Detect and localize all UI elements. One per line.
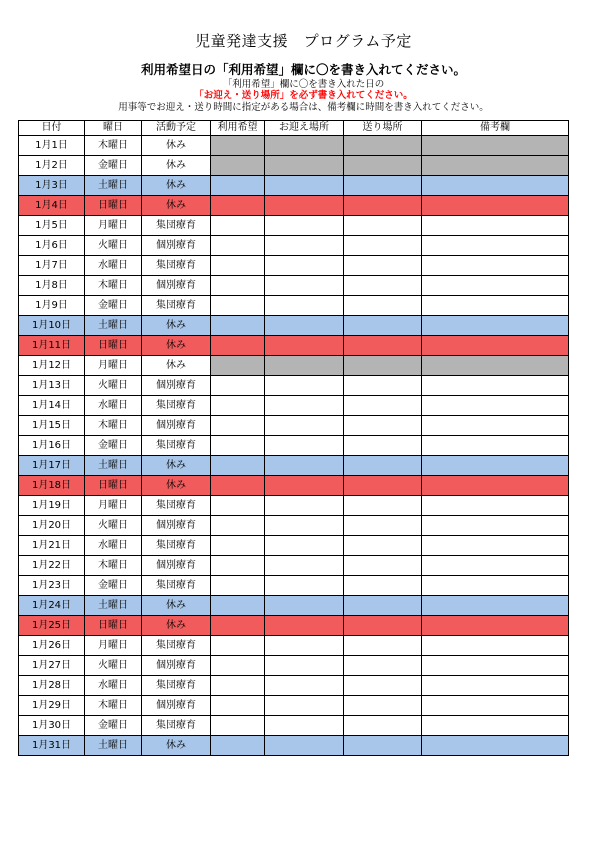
- remarks-cell[interactable]: [422, 496, 569, 516]
- pickup-cell: [265, 136, 344, 156]
- instruction-warning: 「お迎え・送り場所」を必ず書き入れてください。: [194, 90, 413, 101]
- header-pickup: お迎え場所: [265, 121, 344, 136]
- activity-cell: 休み: [142, 616, 211, 636]
- pickup-cell: [265, 596, 344, 616]
- date-cell: 1月3日: [19, 176, 85, 196]
- table-row: [19, 256, 569, 276]
- table-row: [19, 456, 569, 476]
- dropoff-cell: [344, 196, 422, 216]
- day-cell: 月曜日: [85, 636, 142, 656]
- table-row: [19, 136, 569, 156]
- remarks-cell[interactable]: [422, 536, 569, 556]
- remarks-cell[interactable]: [422, 296, 569, 316]
- table-row: [19, 616, 569, 636]
- dropoff-cell[interactable]: [344, 716, 422, 736]
- date-cell: 1月29日: [19, 696, 85, 716]
- dropoff-cell[interactable]: [344, 236, 422, 256]
- day-cell: 日曜日: [85, 616, 142, 636]
- activity-cell: 集団療育: [142, 256, 211, 276]
- table-row: [19, 496, 569, 516]
- date-cell: 1月20日: [19, 516, 85, 536]
- table-row: [19, 556, 569, 576]
- day-cell: 土曜日: [85, 456, 142, 476]
- remarks-cell[interactable]: [422, 696, 569, 716]
- pickup-cell[interactable]: [265, 696, 344, 716]
- date-cell: 1月12日: [19, 356, 85, 376]
- dropoff-cell[interactable]: [344, 696, 422, 716]
- date-cell: 1月24日: [19, 596, 85, 616]
- activity-cell: 集団療育: [142, 496, 211, 516]
- table-row: [19, 536, 569, 556]
- activity-cell: 個別療育: [142, 376, 211, 396]
- dropoff-cell: [344, 596, 422, 616]
- dropoff-cell[interactable]: [344, 636, 422, 656]
- remarks-cell[interactable]: [422, 716, 569, 736]
- page-title: 児童発達支援 プログラム予定: [195, 32, 412, 50]
- dropoff-cell: [344, 176, 422, 196]
- day-cell: 水曜日: [85, 256, 142, 276]
- activity-cell: 集団療育: [142, 396, 211, 416]
- table-row: [19, 656, 569, 676]
- remarks-cell: [422, 736, 569, 756]
- table-row: [19, 376, 569, 396]
- table-row: [19, 436, 569, 456]
- date-cell: 1月28日: [19, 676, 85, 696]
- table-row: [19, 696, 569, 716]
- pickup-cell[interactable]: [265, 236, 344, 256]
- table-row: [19, 636, 569, 656]
- table-row: [19, 356, 569, 376]
- date-cell: 1月27日: [19, 656, 85, 676]
- day-cell: 火曜日: [85, 236, 142, 256]
- attendance-cell: [211, 316, 265, 336]
- date-cell: 1月5日: [19, 216, 85, 236]
- activity-cell: 休み: [142, 356, 211, 376]
- attendance-cell: [211, 196, 265, 216]
- day-cell: 金曜日: [85, 716, 142, 736]
- date-cell: 1月26日: [19, 636, 85, 656]
- day-cell: 土曜日: [85, 596, 142, 616]
- remarks-cell[interactable]: [422, 256, 569, 276]
- dropoff-cell: [344, 136, 422, 156]
- date-cell: 1月25日: [19, 616, 85, 636]
- activity-cell: 個別療育: [142, 416, 211, 436]
- attendance-cell[interactable]: [211, 376, 265, 396]
- schedule-body: [19, 136, 569, 756]
- date-cell: 1月4日: [19, 196, 85, 216]
- date-cell: 1月19日: [19, 496, 85, 516]
- table-row: [19, 316, 569, 336]
- schedule-table: [18, 120, 569, 756]
- remarks-cell[interactable]: [422, 396, 569, 416]
- date-cell: 1月15日: [19, 416, 85, 436]
- date-cell: 1月6日: [19, 236, 85, 256]
- attendance-cell[interactable]: [211, 256, 265, 276]
- dropoff-cell[interactable]: [344, 436, 422, 456]
- attendance-cell[interactable]: [211, 536, 265, 556]
- pickup-cell[interactable]: [265, 656, 344, 676]
- dropoff-cell[interactable]: [344, 396, 422, 416]
- attendance-cell: [211, 156, 265, 176]
- attendance-cell[interactable]: [211, 396, 265, 416]
- date-cell: 1月8日: [19, 276, 85, 296]
- attendance-cell: [211, 356, 265, 376]
- pickup-cell[interactable]: [265, 216, 344, 236]
- table-row: [19, 736, 569, 756]
- pickup-cell: [265, 176, 344, 196]
- pickup-cell: [265, 336, 344, 356]
- pickup-cell[interactable]: [265, 536, 344, 556]
- activity-cell: 休み: [142, 316, 211, 336]
- date-cell: 1月1日: [19, 136, 85, 156]
- activity-cell: 休み: [142, 176, 211, 196]
- pickup-cell: [265, 196, 344, 216]
- table-row: [19, 476, 569, 496]
- table-header-row: [19, 121, 569, 136]
- header-attendance: 利用希望: [211, 121, 265, 136]
- activity-cell: 休み: [142, 136, 211, 156]
- day-cell: 土曜日: [85, 736, 142, 756]
- day-cell: 日曜日: [85, 476, 142, 496]
- day-cell: 水曜日: [85, 396, 142, 416]
- dropoff-cell[interactable]: [344, 676, 422, 696]
- remarks-cell: [422, 356, 569, 376]
- pickup-cell[interactable]: [265, 276, 344, 296]
- activity-cell: 休み: [142, 596, 211, 616]
- remarks-cell: [422, 456, 569, 476]
- day-cell: 金曜日: [85, 436, 142, 456]
- day-cell: 月曜日: [85, 496, 142, 516]
- table-row: [19, 156, 569, 176]
- attendance-cell[interactable]: [211, 636, 265, 656]
- activity-cell: 個別療育: [142, 276, 211, 296]
- date-cell: 1月11日: [19, 336, 85, 356]
- remarks-cell[interactable]: [422, 576, 569, 596]
- date-cell: 1月9日: [19, 296, 85, 316]
- date-cell: 1月23日: [19, 576, 85, 596]
- pickup-cell[interactable]: [265, 496, 344, 516]
- attendance-cell: [211, 736, 265, 756]
- remarks-cell: [422, 176, 569, 196]
- table-row: [19, 336, 569, 356]
- remarks-cell[interactable]: [422, 416, 569, 436]
- day-cell: 日曜日: [85, 336, 142, 356]
- activity-cell: 休み: [142, 196, 211, 216]
- activity-cell: 休み: [142, 336, 211, 356]
- table-row: [19, 596, 569, 616]
- dropoff-cell[interactable]: [344, 536, 422, 556]
- attendance-cell[interactable]: [211, 676, 265, 696]
- dropoff-cell: [344, 156, 422, 176]
- day-cell: 木曜日: [85, 416, 142, 436]
- instruction-main: 利用希望日の「利用希望」欄に〇を書き入れてください。: [140, 62, 466, 77]
- activity-cell: 集団療育: [142, 636, 211, 656]
- dropoff-cell[interactable]: [344, 656, 422, 676]
- dropoff-cell: [344, 336, 422, 356]
- dropoff-cell: [344, 476, 422, 496]
- table-row: [19, 236, 569, 256]
- table-row: [19, 416, 569, 436]
- dropoff-cell: [344, 616, 422, 636]
- attendance-cell[interactable]: [211, 216, 265, 236]
- remarks-cell: [422, 616, 569, 636]
- dropoff-cell[interactable]: [344, 516, 422, 536]
- day-cell: 水曜日: [85, 536, 142, 556]
- activity-cell: 個別療育: [142, 236, 211, 256]
- day-cell: 日曜日: [85, 196, 142, 216]
- date-cell: 1月13日: [19, 376, 85, 396]
- attendance-cell: [211, 596, 265, 616]
- remarks-cell[interactable]: [422, 656, 569, 676]
- day-cell: 火曜日: [85, 376, 142, 396]
- remarks-cell[interactable]: [422, 236, 569, 256]
- remarks-cell: [422, 196, 569, 216]
- instruction-remarks: 用事等でお迎え・送り時間に指定がある場合は、備考欄に時間を書き入れてください。: [118, 102, 489, 113]
- activity-cell: 集団療育: [142, 436, 211, 456]
- remarks-cell[interactable]: [422, 676, 569, 696]
- remarks-cell[interactable]: [422, 436, 569, 456]
- day-cell: 金曜日: [85, 296, 142, 316]
- attendance-cell[interactable]: [211, 716, 265, 736]
- attendance-cell: [211, 136, 265, 156]
- attendance-cell: [211, 476, 265, 496]
- dropoff-cell[interactable]: [344, 216, 422, 236]
- day-cell: 火曜日: [85, 656, 142, 676]
- remarks-cell: [422, 136, 569, 156]
- date-cell: 1月14日: [19, 396, 85, 416]
- pickup-cell[interactable]: [265, 256, 344, 276]
- day-cell: 金曜日: [85, 156, 142, 176]
- table-row: [19, 716, 569, 736]
- activity-cell: 休み: [142, 156, 211, 176]
- pickup-cell: [265, 616, 344, 636]
- header-day: 曜日: [85, 121, 142, 136]
- pickup-cell[interactable]: [265, 576, 344, 596]
- dropoff-cell[interactable]: [344, 556, 422, 576]
- activity-cell: 休み: [142, 476, 211, 496]
- remarks-cell[interactable]: [422, 216, 569, 236]
- pickup-cell: [265, 316, 344, 336]
- day-cell: 火曜日: [85, 516, 142, 536]
- activity-cell: 個別療育: [142, 556, 211, 576]
- table-row: [19, 396, 569, 416]
- dropoff-cell: [344, 456, 422, 476]
- remarks-cell[interactable]: [422, 556, 569, 576]
- table-row: [19, 176, 569, 196]
- table-row: [19, 196, 569, 216]
- activity-cell: 個別療育: [142, 516, 211, 536]
- pickup-cell: [265, 356, 344, 376]
- pickup-cell[interactable]: [265, 516, 344, 536]
- pickup-cell: [265, 736, 344, 756]
- dropoff-cell[interactable]: [344, 496, 422, 516]
- attendance-cell[interactable]: [211, 296, 265, 316]
- attendance-cell: [211, 336, 265, 356]
- activity-cell: 休み: [142, 736, 211, 756]
- table-row: [19, 276, 569, 296]
- day-cell: 木曜日: [85, 136, 142, 156]
- day-cell: 木曜日: [85, 276, 142, 296]
- date-cell: 1月17日: [19, 456, 85, 476]
- activity-cell: 集団療育: [142, 216, 211, 236]
- pickup-cell[interactable]: [265, 396, 344, 416]
- date-cell: 1月2日: [19, 156, 85, 176]
- dropoff-cell[interactable]: [344, 416, 422, 436]
- pickup-cell[interactable]: [265, 416, 344, 436]
- dropoff-cell[interactable]: [344, 276, 422, 296]
- header-dropoff: 送り場所: [344, 121, 422, 136]
- remarks-cell[interactable]: [422, 276, 569, 296]
- pickup-cell[interactable]: [265, 556, 344, 576]
- header-remarks: 備考欄: [422, 121, 569, 136]
- table-row: [19, 576, 569, 596]
- activity-cell: 集団療育: [142, 576, 211, 596]
- table-row: [19, 676, 569, 696]
- dropoff-cell: [344, 736, 422, 756]
- attendance-cell[interactable]: [211, 576, 265, 596]
- attendance-cell: [211, 176, 265, 196]
- remarks-cell: [422, 596, 569, 616]
- date-cell: 1月10日: [19, 316, 85, 336]
- pickup-cell[interactable]: [265, 296, 344, 316]
- attendance-cell[interactable]: [211, 556, 265, 576]
- attendance-cell[interactable]: [211, 496, 265, 516]
- date-cell: 1月7日: [19, 256, 85, 276]
- pickup-cell: [265, 456, 344, 476]
- day-cell: 土曜日: [85, 316, 142, 336]
- activity-cell: 集団療育: [142, 536, 211, 556]
- remarks-cell: [422, 316, 569, 336]
- dropoff-cell[interactable]: [344, 576, 422, 596]
- table-row: [19, 516, 569, 536]
- date-cell: 1月16日: [19, 436, 85, 456]
- attendance-cell: [211, 456, 265, 476]
- activity-cell: 集団療育: [142, 296, 211, 316]
- activity-cell: 集団療育: [142, 716, 211, 736]
- remarks-cell: [422, 336, 569, 356]
- day-cell: 木曜日: [85, 696, 142, 716]
- remarks-cell[interactable]: [422, 516, 569, 536]
- day-cell: 木曜日: [85, 556, 142, 576]
- table-row: [19, 296, 569, 316]
- dropoff-cell: [344, 356, 422, 376]
- day-cell: 月曜日: [85, 356, 142, 376]
- dropoff-cell: [344, 316, 422, 336]
- activity-cell: 個別療育: [142, 656, 211, 676]
- day-cell: 水曜日: [85, 676, 142, 696]
- date-cell: 1月18日: [19, 476, 85, 496]
- table-row: [19, 216, 569, 236]
- activity-cell: 休み: [142, 456, 211, 476]
- day-cell: 土曜日: [85, 176, 142, 196]
- pickup-cell[interactable]: [265, 716, 344, 736]
- header-activity: 活動予定: [142, 121, 211, 136]
- day-cell: 金曜日: [85, 576, 142, 596]
- header-date: 日付: [19, 121, 85, 136]
- date-cell: 1月21日: [19, 536, 85, 556]
- date-cell: 1月31日: [19, 736, 85, 756]
- dropoff-cell[interactable]: [344, 376, 422, 396]
- pickup-cell[interactable]: [265, 636, 344, 656]
- attendance-cell[interactable]: [211, 656, 265, 676]
- date-cell: 1月30日: [19, 716, 85, 736]
- attendance-cell[interactable]: [211, 236, 265, 256]
- date-cell: 1月22日: [19, 556, 85, 576]
- attendance-cell[interactable]: [211, 276, 265, 296]
- attendance-cell[interactable]: [211, 416, 265, 436]
- remarks-cell[interactable]: [422, 376, 569, 396]
- activity-cell: 集団療育: [142, 676, 211, 696]
- pickup-cell[interactable]: [265, 676, 344, 696]
- attendance-cell[interactable]: [211, 436, 265, 456]
- instruction-note: 「利用希望」欄に〇を書き入れた日の: [222, 79, 385, 90]
- pickup-cell[interactable]: [265, 376, 344, 396]
- activity-cell: 個別療育: [142, 696, 211, 716]
- remarks-cell[interactable]: [422, 636, 569, 656]
- attendance-cell[interactable]: [211, 516, 265, 536]
- dropoff-cell[interactable]: [344, 256, 422, 276]
- attendance-cell: [211, 616, 265, 636]
- day-cell: 月曜日: [85, 216, 142, 236]
- remarks-cell: [422, 476, 569, 496]
- attendance-cell[interactable]: [211, 696, 265, 716]
- pickup-cell: [265, 476, 344, 496]
- dropoff-cell[interactable]: [344, 296, 422, 316]
- remarks-cell: [422, 156, 569, 176]
- pickup-cell[interactable]: [265, 436, 344, 456]
- pickup-cell: [265, 156, 344, 176]
